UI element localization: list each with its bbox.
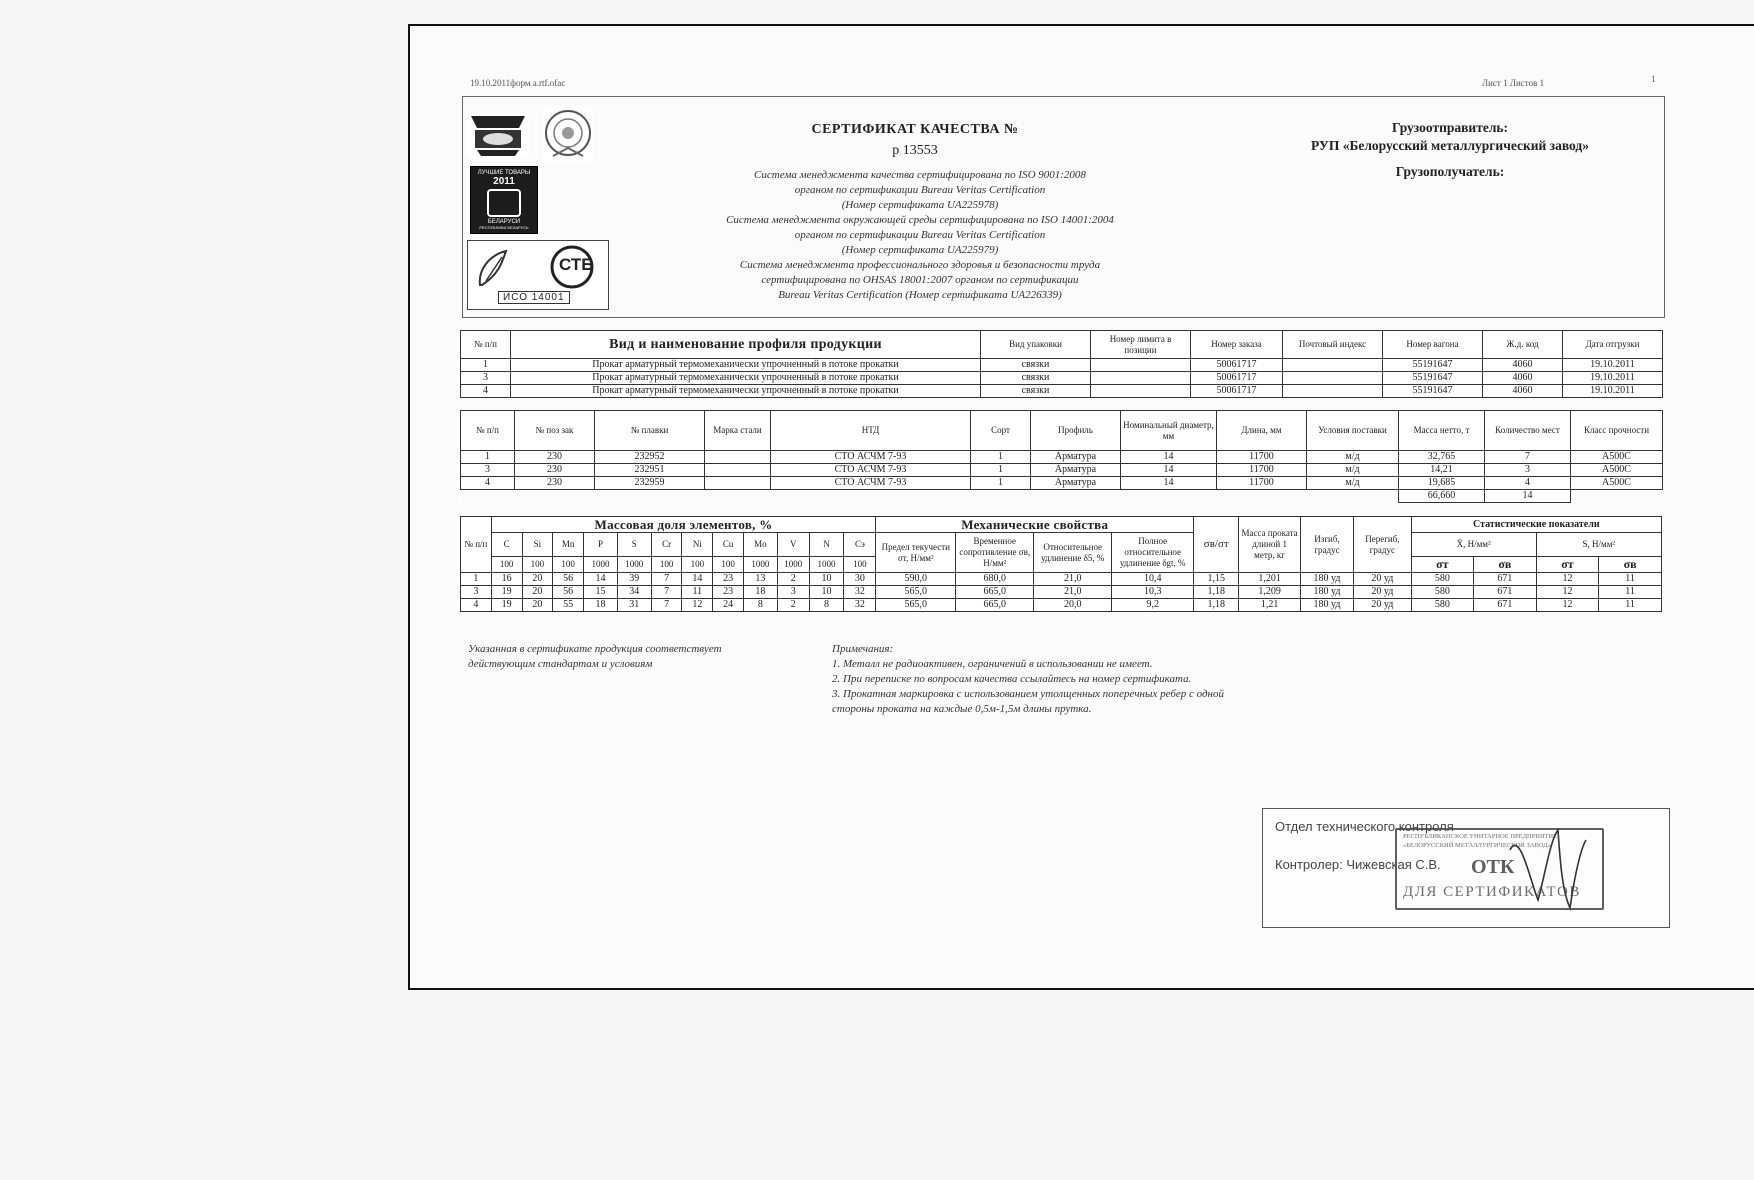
cell: 12 <box>1536 586 1599 599</box>
blank-cell <box>1571 490 1663 503</box>
cell: 4 <box>1485 477 1571 490</box>
consignee-label: Грузополучатель: <box>1395 164 1505 179</box>
shipper-label: Грузоотправитель: <box>1391 120 1509 135</box>
iso-line: Система менеджмента качества сертифицирована по ISO 9001:2008 <box>754 169 1086 181</box>
cell: 21,0 <box>1034 573 1112 586</box>
group-header: Механические свойства <box>876 517 1194 533</box>
cell: 232952 <box>595 451 705 464</box>
col-header: Профиль <box>1031 411 1121 451</box>
cell: 4060 <box>1483 359 1563 372</box>
qc-controller: Контролер: Чижевская С.В. <box>1275 857 1441 872</box>
stamp-text: РЕСПУБЛИКАНСКОЕ УНИТАРНОЕ ПРЕДПРИЯТИЕ <box>1403 833 1558 840</box>
cell: 671 <box>1474 586 1537 599</box>
conformity-note <box>468 642 722 672</box>
stat-sub: σв <box>1599 557 1662 573</box>
cell: 12 <box>1536 573 1599 586</box>
cell: 1,15 <box>1194 573 1239 586</box>
cell: 12 <box>682 599 713 612</box>
cell: СТО АСЧМ 7-93 <box>771 451 971 464</box>
cell: 580 <box>1411 573 1474 586</box>
cell: 3 <box>1485 464 1571 477</box>
cell: 12 <box>1536 599 1599 612</box>
remarks <box>832 642 1224 717</box>
cell: Арматура <box>1031 451 1121 464</box>
col-header: Марка стали <box>705 411 771 451</box>
cell: 11 <box>1599 573 1662 586</box>
element-header: Ni <box>682 533 713 557</box>
table-row <box>461 599 1662 612</box>
col-header: Условия поставки <box>1307 411 1399 451</box>
cell: 180 уд <box>1300 573 1353 586</box>
cell: м/д <box>1307 451 1399 464</box>
cell: 580 <box>1411 586 1474 599</box>
cell: 671 <box>1474 573 1537 586</box>
cell: 16 <box>491 573 522 586</box>
cell: 55191647 <box>1383 372 1483 385</box>
col-header: Номинальный диаметр, мм <box>1121 411 1217 451</box>
cell: м/д <box>1307 464 1399 477</box>
cell: 19 <box>491 586 522 599</box>
cell: 11700 <box>1217 451 1307 464</box>
cell: 19.10.2011 <box>1563 385 1663 398</box>
cell: 19.10.2011 <box>1563 372 1663 385</box>
element-header: Cu <box>713 533 744 557</box>
multiplier: 100 <box>522 557 553 573</box>
cell <box>1283 385 1383 398</box>
col-header: Масса проката длиной 1 метр, кг <box>1239 517 1301 573</box>
bmz-logo <box>467 114 529 158</box>
cell: 14,21 <box>1399 464 1485 477</box>
cell: 20 уд <box>1354 599 1411 612</box>
col-header: Изгиб, градус <box>1300 517 1353 573</box>
total-places: 14 <box>1485 490 1571 503</box>
cell <box>1091 385 1191 398</box>
shipper-name: РУП «Белорусский металлургический завод» <box>1311 138 1589 153</box>
cell: 7 <box>1485 451 1571 464</box>
cell: м/д <box>1307 477 1399 490</box>
cell: 1,21 <box>1239 599 1301 612</box>
element-header: V <box>777 533 809 557</box>
cell: А500С <box>1571 451 1663 464</box>
cell: 4 <box>461 477 515 490</box>
cell: 3 <box>461 464 515 477</box>
multiplier: 100 <box>844 557 876 573</box>
cell: связки <box>981 359 1091 372</box>
cell: связки <box>981 372 1091 385</box>
cell: 10,3 <box>1112 586 1194 599</box>
cell: 34 <box>617 586 651 599</box>
badge-top-text: ЛУЧШИЕ ТОВАРЫ <box>477 170 531 176</box>
cell: Прокат арматурный термомеханически упрочненный в потоке прокатки <box>511 372 981 385</box>
iso-line: (Номер сертификата UA225978) <box>841 199 999 211</box>
cell: 50061717 <box>1191 385 1283 398</box>
element-header: S <box>617 533 651 557</box>
iso-line: Система менеджмента профессионального здоровья и безопасности труда <box>739 259 1101 271</box>
col-header: Количество мест <box>1485 411 1571 451</box>
cell: 4 <box>461 385 511 398</box>
table-row <box>461 451 1663 464</box>
element-header: Si <box>522 533 553 557</box>
multiplier: 100 <box>651 557 682 573</box>
multiplier: 1000 <box>617 557 651 573</box>
cell: А500С <box>1571 477 1663 490</box>
iso-14001-label: ИСО 14001 <box>498 291 570 304</box>
stamp-otk: ОТК <box>1471 856 1515 878</box>
cell: связки <box>981 385 1091 398</box>
col-header: № п/п <box>461 517 492 573</box>
cell: 20,0 <box>1034 599 1112 612</box>
table-row <box>461 464 1663 477</box>
cell: 1,209 <box>1239 586 1301 599</box>
col-header: Длина, мм <box>1217 411 1307 451</box>
totals-row <box>461 490 1663 503</box>
cell: 19,685 <box>1399 477 1485 490</box>
cell: 13 <box>744 573 778 586</box>
col-header: σв/σт <box>1194 517 1239 573</box>
cell: 580 <box>1411 599 1474 612</box>
col-header: НТД <box>771 411 971 451</box>
cell: 14 <box>682 573 713 586</box>
cell: 20 <box>522 599 553 612</box>
cell: 15 <box>584 586 618 599</box>
cell: 11 <box>1599 599 1662 612</box>
stamp-bottom: ДЛЯ СЕРТИФИКАТОВ <box>1403 884 1581 900</box>
cell: Арматура <box>1031 477 1121 490</box>
badge-country: БЕЛАРУСИ <box>487 219 521 225</box>
cell: 232951 <box>595 464 705 477</box>
multiplier: 1000 <box>777 557 809 573</box>
best-goods-badge <box>470 166 538 234</box>
cell: 20 уд <box>1354 586 1411 599</box>
cell: 55191647 <box>1383 359 1483 372</box>
print-header-right: Лист 1 Листов 1 <box>1482 78 1545 88</box>
cell: 7 <box>651 573 682 586</box>
shipment-table <box>460 410 1663 503</box>
col-header: Номер вагона <box>1383 331 1483 359</box>
multiplier: 100 <box>682 557 713 573</box>
stat-sub: σт <box>1411 557 1474 573</box>
cell: 665,0 <box>956 599 1034 612</box>
cell: 590,0 <box>876 573 956 586</box>
cell: 1 <box>461 451 515 464</box>
cell: 56 <box>553 586 584 599</box>
cell: 19.10.2011 <box>1563 359 1663 372</box>
multiplier: 1000 <box>584 557 618 573</box>
col-header: № плавки <box>595 411 705 451</box>
cell: 18 <box>584 599 618 612</box>
stat-sub: σв <box>1474 557 1537 573</box>
element-header: Cr <box>651 533 682 557</box>
cell: 565,0 <box>876 599 956 612</box>
table-row <box>461 372 1663 385</box>
table-row <box>461 385 1663 398</box>
element-header: Cэ <box>844 533 876 557</box>
cell: 32 <box>844 599 876 612</box>
multiplier: 100 <box>553 557 584 573</box>
badge-sub: РЕСПУБЛИКИ БЕЛАРУСЬ <box>479 225 529 230</box>
cell: 23 <box>713 573 744 586</box>
cell: 7 <box>651 599 682 612</box>
cell: А500С <box>1571 464 1663 477</box>
cell: Арматура <box>1031 464 1121 477</box>
cell: 50061717 <box>1191 359 1283 372</box>
cell: 14 <box>1121 477 1217 490</box>
remark-item: 2. При переписке по вопросам качества ссылайтесь на номер сертификата. <box>832 673 1192 685</box>
iso-line: органом по сертификации Bureau Veritas Certification <box>794 229 1046 241</box>
cell: 230 <box>515 464 595 477</box>
remark-item: стороны проката на каждые 0,5м-1,5м длины прутка. <box>832 703 1092 715</box>
element-header: Mo <box>744 533 778 557</box>
conformity-line: действующим стандартам и условиям <box>468 658 653 670</box>
cell: 55191647 <box>1383 385 1483 398</box>
multiplier: 1000 <box>744 557 778 573</box>
element-header: Mn <box>553 533 584 557</box>
cell: Прокат арматурный термомеханически упрочненный в потоке прокатки <box>511 359 981 372</box>
multiplier: 100 <box>491 557 522 573</box>
total-mass: 66,660 <box>1399 490 1485 503</box>
medal-emblem-icon <box>543 106 593 164</box>
cell: 1,18 <box>1194 586 1239 599</box>
cell: 3 <box>461 586 492 599</box>
cell: 232959 <box>595 477 705 490</box>
table-row <box>461 477 1663 490</box>
cell: 230 <box>515 477 595 490</box>
iso-line: Система менеджмента окружающей среды сертифицирована по ISO 14001:2004 <box>726 214 1114 226</box>
qc-department: Отдел технического контроля <box>1275 819 1454 834</box>
cell: 8 <box>809 599 844 612</box>
cell <box>705 477 771 490</box>
cell: 23 <box>713 586 744 599</box>
cell <box>705 451 771 464</box>
col-header: Вид упаковки <box>981 331 1091 359</box>
cell: 1,18 <box>1194 599 1239 612</box>
iso-line: Bureau Veritas Certification (Номер сертификата UA226339) <box>778 289 1062 301</box>
cell: 18 <box>744 586 778 599</box>
cell: 21,0 <box>1034 586 1112 599</box>
cell: 19 <box>491 599 522 612</box>
group-header: Массовая доля элементов, % <box>491 517 876 533</box>
cell: 55 <box>553 599 584 612</box>
element-header: N <box>809 533 844 557</box>
cell <box>705 464 771 477</box>
table-row <box>461 586 1662 599</box>
cell <box>1091 359 1191 372</box>
col-header: Относительное удлинение δ5, % <box>1034 533 1112 573</box>
iso-line: сертифицирована по OHSAS 18001:2007 органом по сертификации <box>761 274 1079 286</box>
cell: 1 <box>971 464 1031 477</box>
cell: 56 <box>553 573 584 586</box>
properties-table <box>460 516 1662 612</box>
cell: 50061717 <box>1191 372 1283 385</box>
cell: 11700 <box>1217 477 1307 490</box>
col-header: Номер лимита в позиции <box>1091 331 1191 359</box>
cell: 7 <box>651 586 682 599</box>
cell: 180 уд <box>1300 599 1353 612</box>
cell: 11700 <box>1217 464 1307 477</box>
cell: 32,765 <box>1399 451 1485 464</box>
cell: 11 <box>1599 586 1662 599</box>
cell: 32 <box>844 586 876 599</box>
element-header: P <box>584 533 618 557</box>
cell: 30 <box>844 573 876 586</box>
cell: 20 <box>522 586 553 599</box>
cell <box>1091 372 1191 385</box>
remarks-title: Примечания: <box>832 643 894 655</box>
iso-statements <box>640 168 1200 303</box>
col-header: Почтовый индекс <box>1283 331 1383 359</box>
col-header: Масса нетто, т <box>1399 411 1485 451</box>
certification-marks <box>467 240 609 310</box>
product-table <box>460 330 1663 398</box>
cell: 1 <box>461 359 511 372</box>
cell: 1 <box>971 477 1031 490</box>
multiplier: 1000 <box>809 557 844 573</box>
cell: 1,201 <box>1239 573 1301 586</box>
cell: 14 <box>584 573 618 586</box>
remark-item: 3. Прокатная маркировка с использованием утолщенных поперечных ребер с одной <box>832 688 1224 700</box>
cell: Прокат арматурный термомеханически упрочненный в потоке прокатки <box>511 385 981 398</box>
blank-cell <box>461 490 1399 503</box>
col-header: Полное относительное удлинение δgt, % <box>1112 533 1194 573</box>
cell <box>1283 372 1383 385</box>
remark-item: 1. Металл не радиоактивен, ограничений в использовании не имеет. <box>832 658 1153 670</box>
cell: 1 <box>461 573 492 586</box>
cell: 8 <box>744 599 778 612</box>
stat-sub: σт <box>1536 557 1599 573</box>
col-header: Временное сопротивление σв, Н/мм² <box>956 533 1034 573</box>
cell: 230 <box>515 451 595 464</box>
col-header: Класс прочности <box>1571 411 1663 451</box>
col-header: Перегиб, градус <box>1354 517 1411 573</box>
conformity-line: Указанная в сертификате продукция соответствует <box>468 643 722 655</box>
cell: 665,0 <box>956 586 1034 599</box>
cell: 20 <box>522 573 553 586</box>
col-header: Вид и наименование профиля продукции <box>511 331 981 359</box>
stat-sd-header: S, Н/мм² <box>1536 533 1661 557</box>
cell: 9,2 <box>1112 599 1194 612</box>
cell: 39 <box>617 573 651 586</box>
col-header: № пoз зак <box>515 411 595 451</box>
cell: СТО АСЧМ 7-93 <box>771 464 971 477</box>
print-header-left: 19.10.2011форм a.rtf.ofac <box>470 78 566 88</box>
cell: 11 <box>682 586 713 599</box>
cell: 4 <box>461 599 492 612</box>
cell: 180 уд <box>1300 586 1353 599</box>
col-header: Сорт <box>971 411 1031 451</box>
cell: СТО АСЧМ 7-93 <box>771 477 971 490</box>
col-header: № п/п <box>461 331 511 359</box>
signature-icon <box>1500 820 1590 920</box>
cell: 10 <box>809 573 844 586</box>
cell: 14 <box>1121 451 1217 464</box>
cell: 565,0 <box>876 586 956 599</box>
col-header: № п/п <box>461 411 515 451</box>
cell: 20 уд <box>1354 573 1411 586</box>
cell: 3 <box>461 372 511 385</box>
col-header: Номер заказа <box>1191 331 1283 359</box>
table-row <box>461 573 1662 586</box>
stamp-text: «БЕЛОРУССКИЙ МЕТАЛЛУРГИЧЕСКИЙ ЗАВОД» <box>1403 842 1551 849</box>
cell: 4060 <box>1483 372 1563 385</box>
badge-mark-icon <box>487 189 521 217</box>
cell: 3 <box>777 586 809 599</box>
col-header: Предел текучести σт, Н/мм² <box>876 533 956 573</box>
cell: 10 <box>809 586 844 599</box>
cell: 1 <box>971 451 1031 464</box>
iso-line: (Номер сертификата UA225979) <box>841 244 999 256</box>
print-header-mark: 1 <box>1651 74 1656 84</box>
cell: 671 <box>1474 599 1537 612</box>
cell: 2 <box>777 599 809 612</box>
table-row <box>461 359 1663 372</box>
cell: 4060 <box>1483 385 1563 398</box>
cell: 14 <box>1121 464 1217 477</box>
cell <box>1283 359 1383 372</box>
cell: 10,4 <box>1112 573 1194 586</box>
badge-year: 2011 <box>493 176 515 187</box>
iso-line: органом по сертификации Bureau Veritas Certification <box>794 184 1046 196</box>
col-header: Дата отгрузки <box>1563 331 1663 359</box>
col-header: Ж.д. код <box>1483 331 1563 359</box>
stb-mark-icon: СТБ <box>559 255 594 274</box>
cell: 31 <box>617 599 651 612</box>
element-header: C <box>491 533 522 557</box>
cell: 24 <box>713 599 744 612</box>
stat-mean-header: X̄, Н/мм² <box>1411 533 1536 557</box>
multiplier: 100 <box>713 557 744 573</box>
certificate-number: р 13553 <box>892 143 938 158</box>
group-header: Статистические показатели <box>1411 517 1661 533</box>
cell: 680,0 <box>956 573 1034 586</box>
cell: 2 <box>777 573 809 586</box>
certificate-title: СЕРТИФИКАТ КАЧЕСТВА № <box>811 122 1019 137</box>
